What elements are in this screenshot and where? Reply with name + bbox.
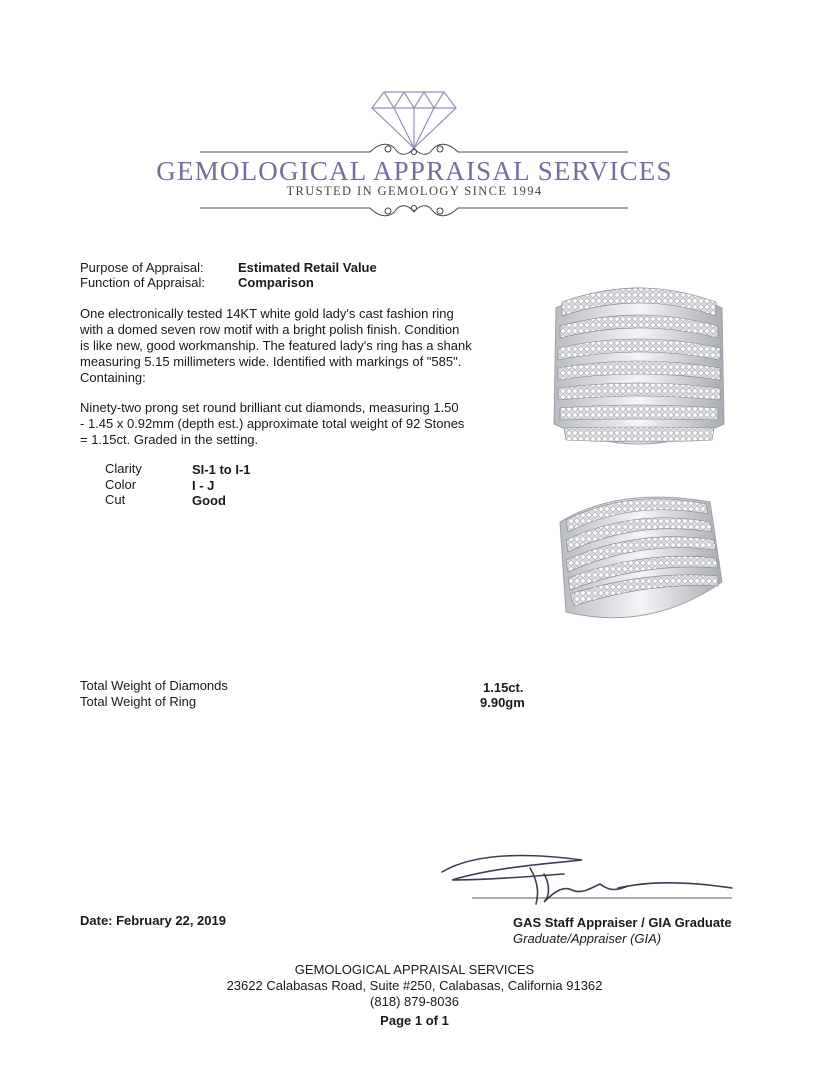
description-line: is like new, good workmanship. The featured lady's ring has a shank — [80, 338, 472, 353]
flourish-divider-bottom-icon — [200, 200, 628, 220]
total-ring-value: 9.90gm — [480, 695, 525, 710]
description-line: Ninety-two prong set round brilliant cut diamonds, measuring 1.50 — [80, 400, 459, 415]
grading-value-cut: Good — [192, 493, 226, 508]
grading-value-color: I - J — [192, 478, 215, 493]
description-line: - 1.45 x 0.92mm (depth est.) approximate total weight of 92 Stones — [80, 416, 465, 431]
description-line: Containing: — [80, 370, 146, 385]
footer-company-name: GEMOLOGICAL APPRAISAL SERVICES — [294, 962, 535, 977]
grading-label-color: Color — [105, 477, 137, 492]
ring-front-view-image — [548, 268, 730, 464]
page-number: Page 1 of 1 — [380, 1013, 449, 1028]
function-label: Function of Appraisal: — [80, 275, 206, 290]
ring-angle-view-image — [550, 482, 728, 632]
purpose-value: Estimated Retail Value — [238, 260, 377, 275]
total-ring-label: Total Weight of Ring — [80, 694, 197, 709]
description-line: One electronically tested 14KT white gold lady's cast fashion ring — [80, 306, 454, 321]
company-name: GEMOLOGICAL APPRAISAL SERVICES — [156, 156, 673, 186]
grading-label-cut: Cut — [105, 492, 126, 507]
purpose-label: Purpose of Appraisal: — [80, 260, 204, 275]
description-line: = 1.15ct. Graded in the setting. — [80, 432, 259, 447]
appraiser-subtitle: Graduate/Appraiser (GIA) — [513, 931, 662, 946]
function-value: Comparison — [238, 275, 314, 290]
footer-address: 23622 Calabasas Road, Suite #250, Calabasas, California 91362 — [226, 978, 603, 993]
item-description — [80, 306, 500, 386]
appraiser-title: GAS Staff Appraiser / GIA Graduate — [513, 915, 732, 930]
company-tagline: TRUSTED IN GEMOLOGY SINCE 1994 — [286, 184, 543, 198]
stone-description — [80, 400, 500, 448]
footer-phone: (818) 879-8036 — [370, 994, 459, 1009]
grading-label-clarity: Clarity — [105, 461, 142, 476]
description-line: with a domed seven row motif with a bright polish finish. Condition — [80, 322, 460, 337]
description-line: measuring 5.15 millimeters wide. Identified with markings of "585". — [80, 354, 462, 369]
total-diamonds-label: Total Weight of Diamonds — [80, 678, 228, 693]
grading-value-clarity: SI-1 to I-1 — [192, 462, 251, 477]
appraisal-date: Date: February 22, 2019 — [80, 913, 226, 928]
total-diamonds-value: 1.15ct. — [483, 680, 524, 695]
appraiser-signature-icon — [432, 850, 742, 912]
